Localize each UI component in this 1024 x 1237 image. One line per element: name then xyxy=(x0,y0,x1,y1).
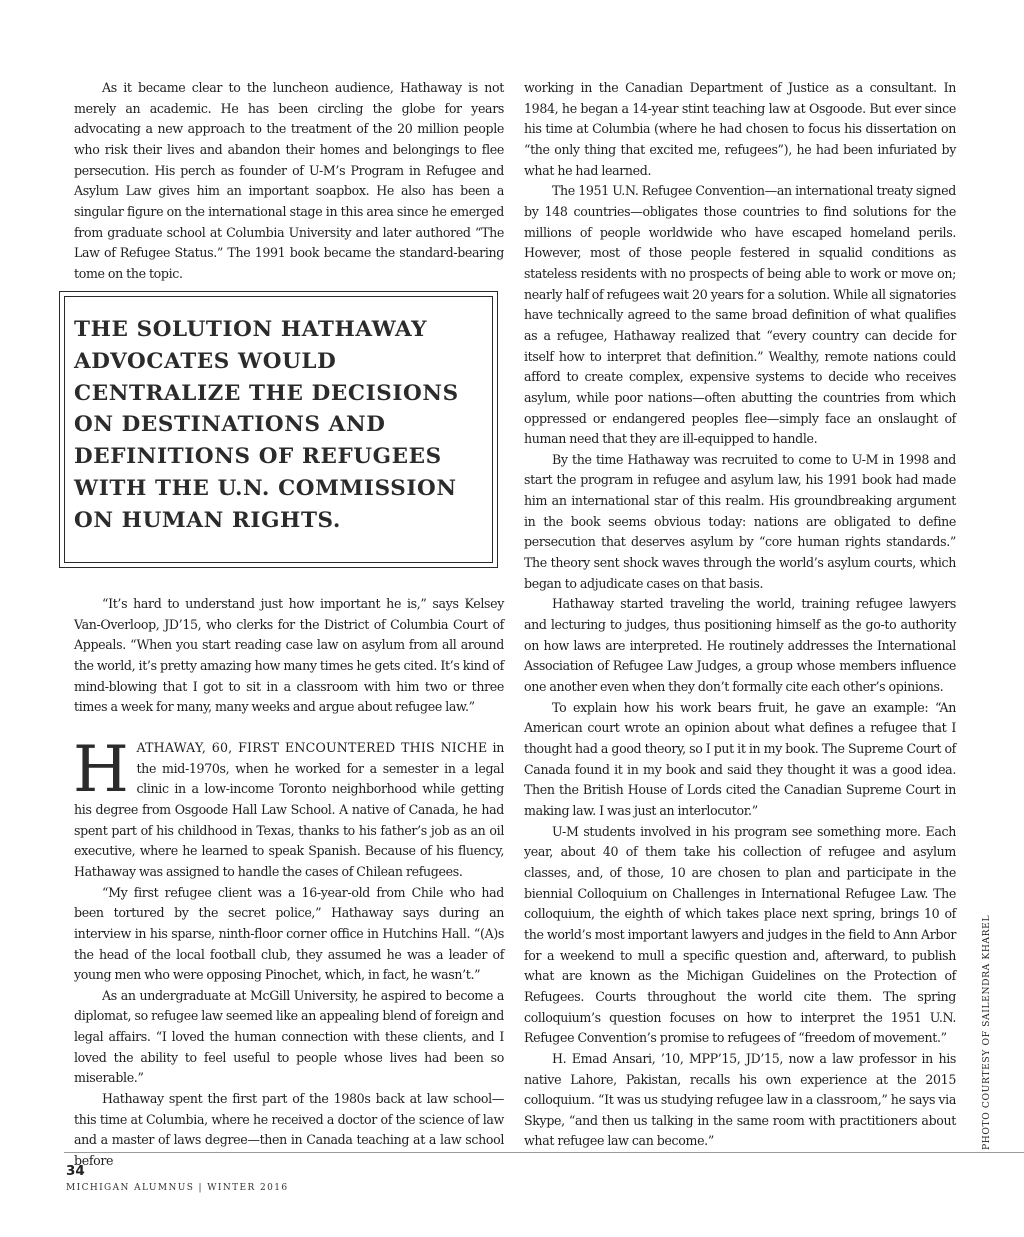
paragraph: As an undergraduate at McGill University, he aspired to become a diplomat, so refugee law seemed like an appealing blend of foreign and legal affairs. “I loved the human connection with these clients, and I loved the ability to feel useful to people whose lives had been so miserable.” xyxy=(74,987,504,1086)
page-number: 34 xyxy=(66,1163,85,1179)
right-column xyxy=(524,78,956,1152)
photo-credit: PHOTO COURTESY OF SAILENDRA KHAREL xyxy=(981,914,992,1150)
paragraph: To explain how his work bears fruit, he gave an example: “An American court wrote an opinion about what defines a refugee that I thought had a good theory, so I put it in my book. The Supreme Court of Canada found it in my book and said they thought it was a good idea. Then the British House of Lords cited the Canadian Supreme Court in making law. I was just an interlocutor.” xyxy=(524,699,956,818)
publication-footer: MICHIGAN ALUMNUS | WINTER 2016 xyxy=(66,1183,289,1193)
footer-rule xyxy=(64,1152,1024,1153)
pullquote-box xyxy=(59,291,498,568)
paragraph: H. Emad Ansari, ’10, MPP’15, JD’15, now a law professor in his native Lahore, Pakistan, recalls his own experience at the 2015 colloquium. “It was us studying refugee law in a classroom,” he says via Skype, “and then us talking in the same room with practitioners about what refugee law can become.” xyxy=(524,1050,956,1149)
left-column-top xyxy=(74,78,504,285)
paragraph: As it became clear to the luncheon audience, Hathaway is not merely an academic. He has been circling the globe for years advocating a new approach to the treatment of the 20 million people who risk their lives and abandon their homes and belongings to flee persecution. His perch as founder of U-M’s Program in Refugee and Asylum Law gives him an important soapbox. He also has been a singular figure on the international stage in this area since he emerged from graduate school at Columbia University and later authored “The Law of Refugee Status.” The 1991 book became the standard-bearing tome on the topic. xyxy=(74,80,504,281)
paragraph: Hathaway started traveling the world, training refugee lawyers and lecturing to judges, thus positioning himself as the go-to authority on how laws are interpreted. He routinely addresses the International Association of Refugee Law Judges, a group whose members influence one another even when they don’t formally cite each other’s opinions. xyxy=(524,596,956,695)
dropcap-paragraph xyxy=(73,732,504,883)
dropcap-lead-in: ATHAWAY, 60, FIRST ENCOUNTERED THIS NICHE xyxy=(136,739,488,755)
dropcap-letter: H xyxy=(73,732,129,807)
paragraph: By the time Hathaway was recruited to come to U-M in 1998 and start the program in refugee and asylum law, his 1991 book had made him an international star of this realm. His groundbreaking argument in the book seems obvious today: nations are obligated to define persecution that deserves asylum by “core human rights standards.” The theory sent shock waves through the world’s asylum courts, which began to adjudicate cases on that basis. xyxy=(524,451,956,591)
paragraph: “My first refugee client was a 16-year-old from Chile who had been tortured by the secret police,” Hathaway says during an interview in his sparse, ninth-floor corner office in Hutchins Hall. “(A)s the head of the local football club, they assumed he was a leader of young men who were opposing Pinochet, which, in fact, he wasn’t.” xyxy=(74,884,504,983)
paragraph: “It’s hard to understand just how important he is,” says Kelsey Van-Overloop, JD’15, who clerks for the District of Columbia Court of Appeals. “When you start reading case law on asylum from all around the world, it’s pretty amazing how many times he gets cited. It’s kind of mind-blowing that I got to sit in a classroom with him two or three times a week for many, many weeks and argue about refugee law.” xyxy=(74,596,504,715)
paragraph: U-M students involved in his program see something more. Each year, about 40 of them take his collection of refugee and asylum classes, and, of those, 10 are chosen to plan and participate in the biennial Colloquium on Challenges in International Refugee Law. The colloquium, the eighth of which takes place next spring, brings 10 of the world’s most important lawyers and judges in the field to Ann Arbor for a weekend to mull a specific question and, afterward, to publish what are known as the Michigan Guidelines on the Protection of Refugees. Courts throughout the world cite them. The spring colloquium’s question focuses on how to interpret the 1951 U.N. Refugee Convention’s promise to refugees of “freedom of movement.” xyxy=(524,823,956,1046)
paragraph: The 1951 U.N. Refugee Convention—an international treaty signed by 148 countries—obligates those countries to find solutions for the millions of people worldwide who have escaped homeland perils. However, most of those people festered in squalid conditions as stateless residents with no prospects of being able to work or move on; nearly half of refugees wait 20 years for a solution. While all signatories have technically agreed to the same broad definition of what qualifies as a refugee, Hathaway realized that “every country can decide for itself how to interpret that definition.” Wealthy, remote nations could afford to create complex, expensive systems to decide who receives asylum, while poor nations—often abutting the countries from which oppressed or endangered peoples flee—simply face an onslaught of human need that they are ill-equipped to handle. xyxy=(524,183,956,447)
paragraph: Hathaway spent the first part of the 1980s back at law school—this time at Columbia, where he received a doctor of the science of law and a master of laws degree—then in Canada teaching at a law school before xyxy=(74,1091,504,1169)
dropcap-paragraph-rest: in the mid-1970s, when he worked for a semester in a legal clinic in a low-income Toronto neighborhood while getting his degree from Osgoode Hall Law School. A native of Canada, he had spent part of his childhood in Texas, thanks to his father’s job as an oil executive, where he learned to speak Spanish. Because of his fluency, Hathaway was assigned to handle the cases of Chilean refugees. xyxy=(74,739,504,879)
paragraph: working in the Canadian Department of Justice as a consultant. In 1984, he began a 14-year stint teaching law at Osgoode. But ever since his time at Columbia (where he had chosen to focus his dissertation on “the only thing that excited me, refugees”), he had been infuriated by what he had learned. xyxy=(524,80,956,178)
left-column-bottom xyxy=(74,594,504,1172)
pullquote-text: THE SOLUTION HATHAWAY ADVOCATES WOULD CENTRALIZE THE DECISIONS ON DESTINATIONS AND DEFINITIONS OF REFUGEES WITH THE U.N. COMMISSION ON HUMAN RIGHTS. xyxy=(74,317,459,533)
